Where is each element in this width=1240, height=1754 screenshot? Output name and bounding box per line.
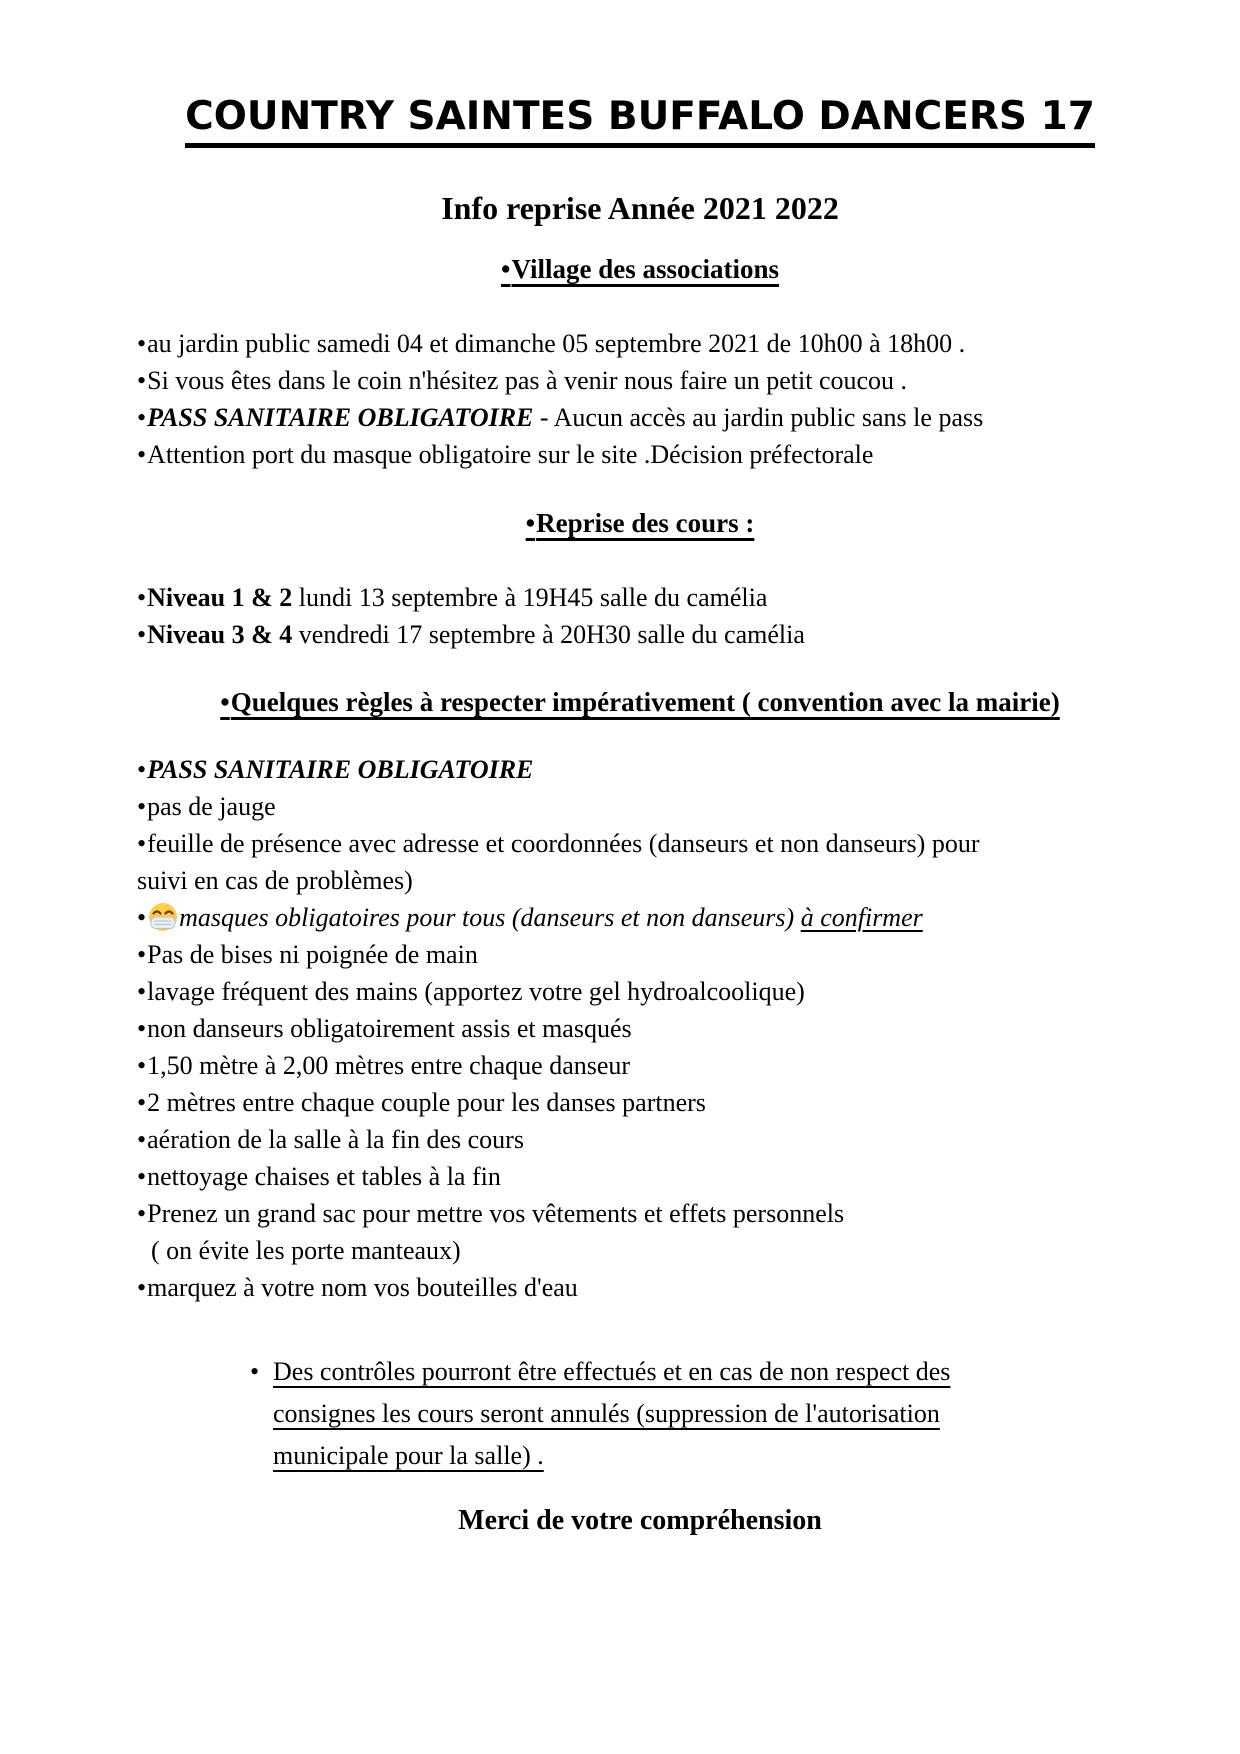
list-item-text: 1,50 mètre à 2,00 mètres entre chaque danseur bbox=[147, 1050, 631, 1080]
controls-note bbox=[250, 1351, 1143, 1477]
list-item-jardin bbox=[137, 325, 1143, 362]
section-heading-regles-text: Quelques règles à respecter impérativement ( convention avec la mairie) bbox=[230, 687, 1060, 718]
bullet-icon: • bbox=[137, 1198, 147, 1228]
controls-note-line-2 bbox=[250, 1393, 1143, 1435]
bullet-icon: • bbox=[137, 583, 147, 613]
list-item-text: suivi en cas de problèmes) bbox=[137, 865, 413, 895]
bullet-icon: • bbox=[525, 508, 536, 539]
list-item-jauge bbox=[137, 788, 1143, 825]
list-item-text: 2 mètres entre chaque couple pour les danses partners bbox=[147, 1087, 706, 1117]
list-item-text: Si vous êtes dans le coin n'hésitez pas à venir nous faire un petit coucou . bbox=[147, 366, 908, 396]
list-item-text: nettoyage chaises et tables à la fin bbox=[147, 1161, 501, 1191]
list-item-distance-couple bbox=[137, 1084, 1143, 1121]
list-item-pass-sanitaire-regles bbox=[137, 751, 1143, 788]
list-item-masques-obligatoires bbox=[137, 899, 1143, 936]
list-item-attention-masque bbox=[137, 436, 1143, 473]
bullet-icon: • bbox=[137, 329, 147, 359]
bullet-icon: • bbox=[137, 976, 147, 1006]
bullet-icon: • bbox=[137, 902, 147, 932]
bullet-icon: • bbox=[250, 1356, 260, 1386]
list-item-aeration bbox=[137, 1121, 1143, 1158]
controls-note-line-1 bbox=[250, 1351, 1143, 1393]
page-title-text: COUNTRY SAINTES BUFFALO DANCERS 17 bbox=[185, 96, 1095, 148]
list-item-grand-sac-suite bbox=[137, 1232, 1143, 1269]
bullet-icon: • bbox=[137, 828, 147, 858]
bullet-icon: • bbox=[137, 1050, 147, 1080]
bullet-icon: • bbox=[137, 620, 147, 650]
list-item-bouteilles bbox=[137, 1269, 1143, 1306]
bullet-icon: • bbox=[137, 791, 147, 821]
list-item-text: vendredi 17 septembre à 20H30 salle du camélia bbox=[292, 620, 805, 650]
section-heading-regles bbox=[137, 686, 1143, 718]
list-item-grand-sac bbox=[137, 1195, 1143, 1232]
list-item-bises bbox=[137, 936, 1143, 973]
controls-note-line-3 bbox=[250, 1435, 1143, 1477]
list-item-text: lavage fréquent des mains (apportez votre gel hydroalcoolique) bbox=[147, 976, 805, 1006]
closing-thanks: Merci de votre compréhension bbox=[458, 1504, 822, 1536]
list-item-text: aération de la salle à la fin des cours bbox=[147, 1124, 524, 1154]
bullet-icon: • bbox=[137, 754, 147, 784]
face-with-medical-mask-icon bbox=[148, 902, 178, 932]
list-item-niveau-1-2 bbox=[137, 579, 1143, 616]
niveau-3-4-label: Niveau 3 & 4 bbox=[147, 620, 293, 650]
list-item-text: pas de jauge bbox=[147, 791, 276, 821]
bullet-icon: • bbox=[137, 1272, 147, 1302]
bullet-icon: • bbox=[220, 687, 230, 718]
list-item-text: ( on évite les porte manteaux) bbox=[151, 1235, 461, 1265]
bullet-icon: • bbox=[137, 366, 147, 396]
list-item-text: masques obligatoires pour tous (danseurs et non danseurs) bbox=[179, 902, 801, 932]
bullet-icon: • bbox=[137, 1124, 147, 1154]
list-item-text: marquez à votre nom vos bouteilles d'eau bbox=[147, 1272, 578, 1302]
list-item-text: Attention port du masque obligatoire sur le site .Décision préfectorale bbox=[147, 440, 874, 470]
page-title bbox=[137, 96, 1143, 148]
a-confirmer-underline: à confirmer bbox=[800, 902, 923, 932]
controls-note-text: municipale pour la salle) . bbox=[273, 1440, 544, 1470]
list-item-feuille-presence-suite bbox=[137, 862, 1143, 899]
list-item-text: non danseurs obligatoirement assis et masqués bbox=[147, 1013, 632, 1043]
bullet-icon: • bbox=[501, 253, 511, 284]
bullet-icon: • bbox=[137, 403, 147, 433]
list-item-nettoyage bbox=[137, 1158, 1143, 1195]
controls-note-text: Des contrôles pourront être effectués et en cas de non respect des bbox=[273, 1356, 951, 1386]
pass-sanitaire-emphasis: PASS SANITAIRE OBLIGATOIRE bbox=[147, 754, 534, 784]
list-item-distance-danseur bbox=[137, 1047, 1143, 1084]
list-item-lavage-mains bbox=[137, 973, 1143, 1010]
bullet-icon: • bbox=[137, 939, 147, 969]
section-heading-reprise bbox=[137, 507, 1143, 539]
list-item-text: Prenez un grand sac pour mettre vos vêtements et effets personnels bbox=[147, 1198, 845, 1228]
list-item-text: Pas de bises ni poignée de main bbox=[147, 939, 478, 969]
page-subtitle: Info reprise Année 2021 2022 bbox=[441, 189, 839, 226]
list-item-text: au jardin public samedi 04 et dimanche 05 septembre 2021 de 10h00 à 18h00 . bbox=[147, 329, 966, 359]
bullet-icon: • bbox=[137, 1087, 147, 1117]
niveau-1-2-label: Niveau 1 & 2 bbox=[147, 583, 293, 613]
list-item-text: - Aucun accès au jardin public sans le pass bbox=[533, 403, 984, 433]
section-heading-village bbox=[137, 253, 1143, 285]
controls-note-text: consignes les cours seront annulés (suppression de l'autorisation bbox=[273, 1398, 940, 1428]
bullet-icon: • bbox=[137, 1161, 147, 1191]
bullet-icon: • bbox=[137, 440, 147, 470]
section-heading-village-text: Village des associations bbox=[511, 253, 779, 284]
list-item-coucou bbox=[137, 362, 1143, 399]
section-heading-reprise-text: Reprise des cours : bbox=[536, 508, 755, 539]
list-item-non-danseurs bbox=[137, 1010, 1143, 1047]
list-item-pass-sanitaire-village bbox=[137, 399, 1143, 436]
pass-sanitaire-emphasis: PASS SANITAIRE OBLIGATOIRE bbox=[147, 403, 534, 433]
bullet-icon: • bbox=[137, 1013, 147, 1043]
list-item-niveau-3-4 bbox=[137, 616, 1143, 653]
list-item-feuille-presence bbox=[137, 825, 1143, 862]
list-item-text: feuille de présence avec adresse et coordonnées (danseurs et non danseurs) pour bbox=[147, 828, 980, 858]
list-item-text: lundi 13 septembre à 19H45 salle du camélia bbox=[292, 583, 768, 613]
